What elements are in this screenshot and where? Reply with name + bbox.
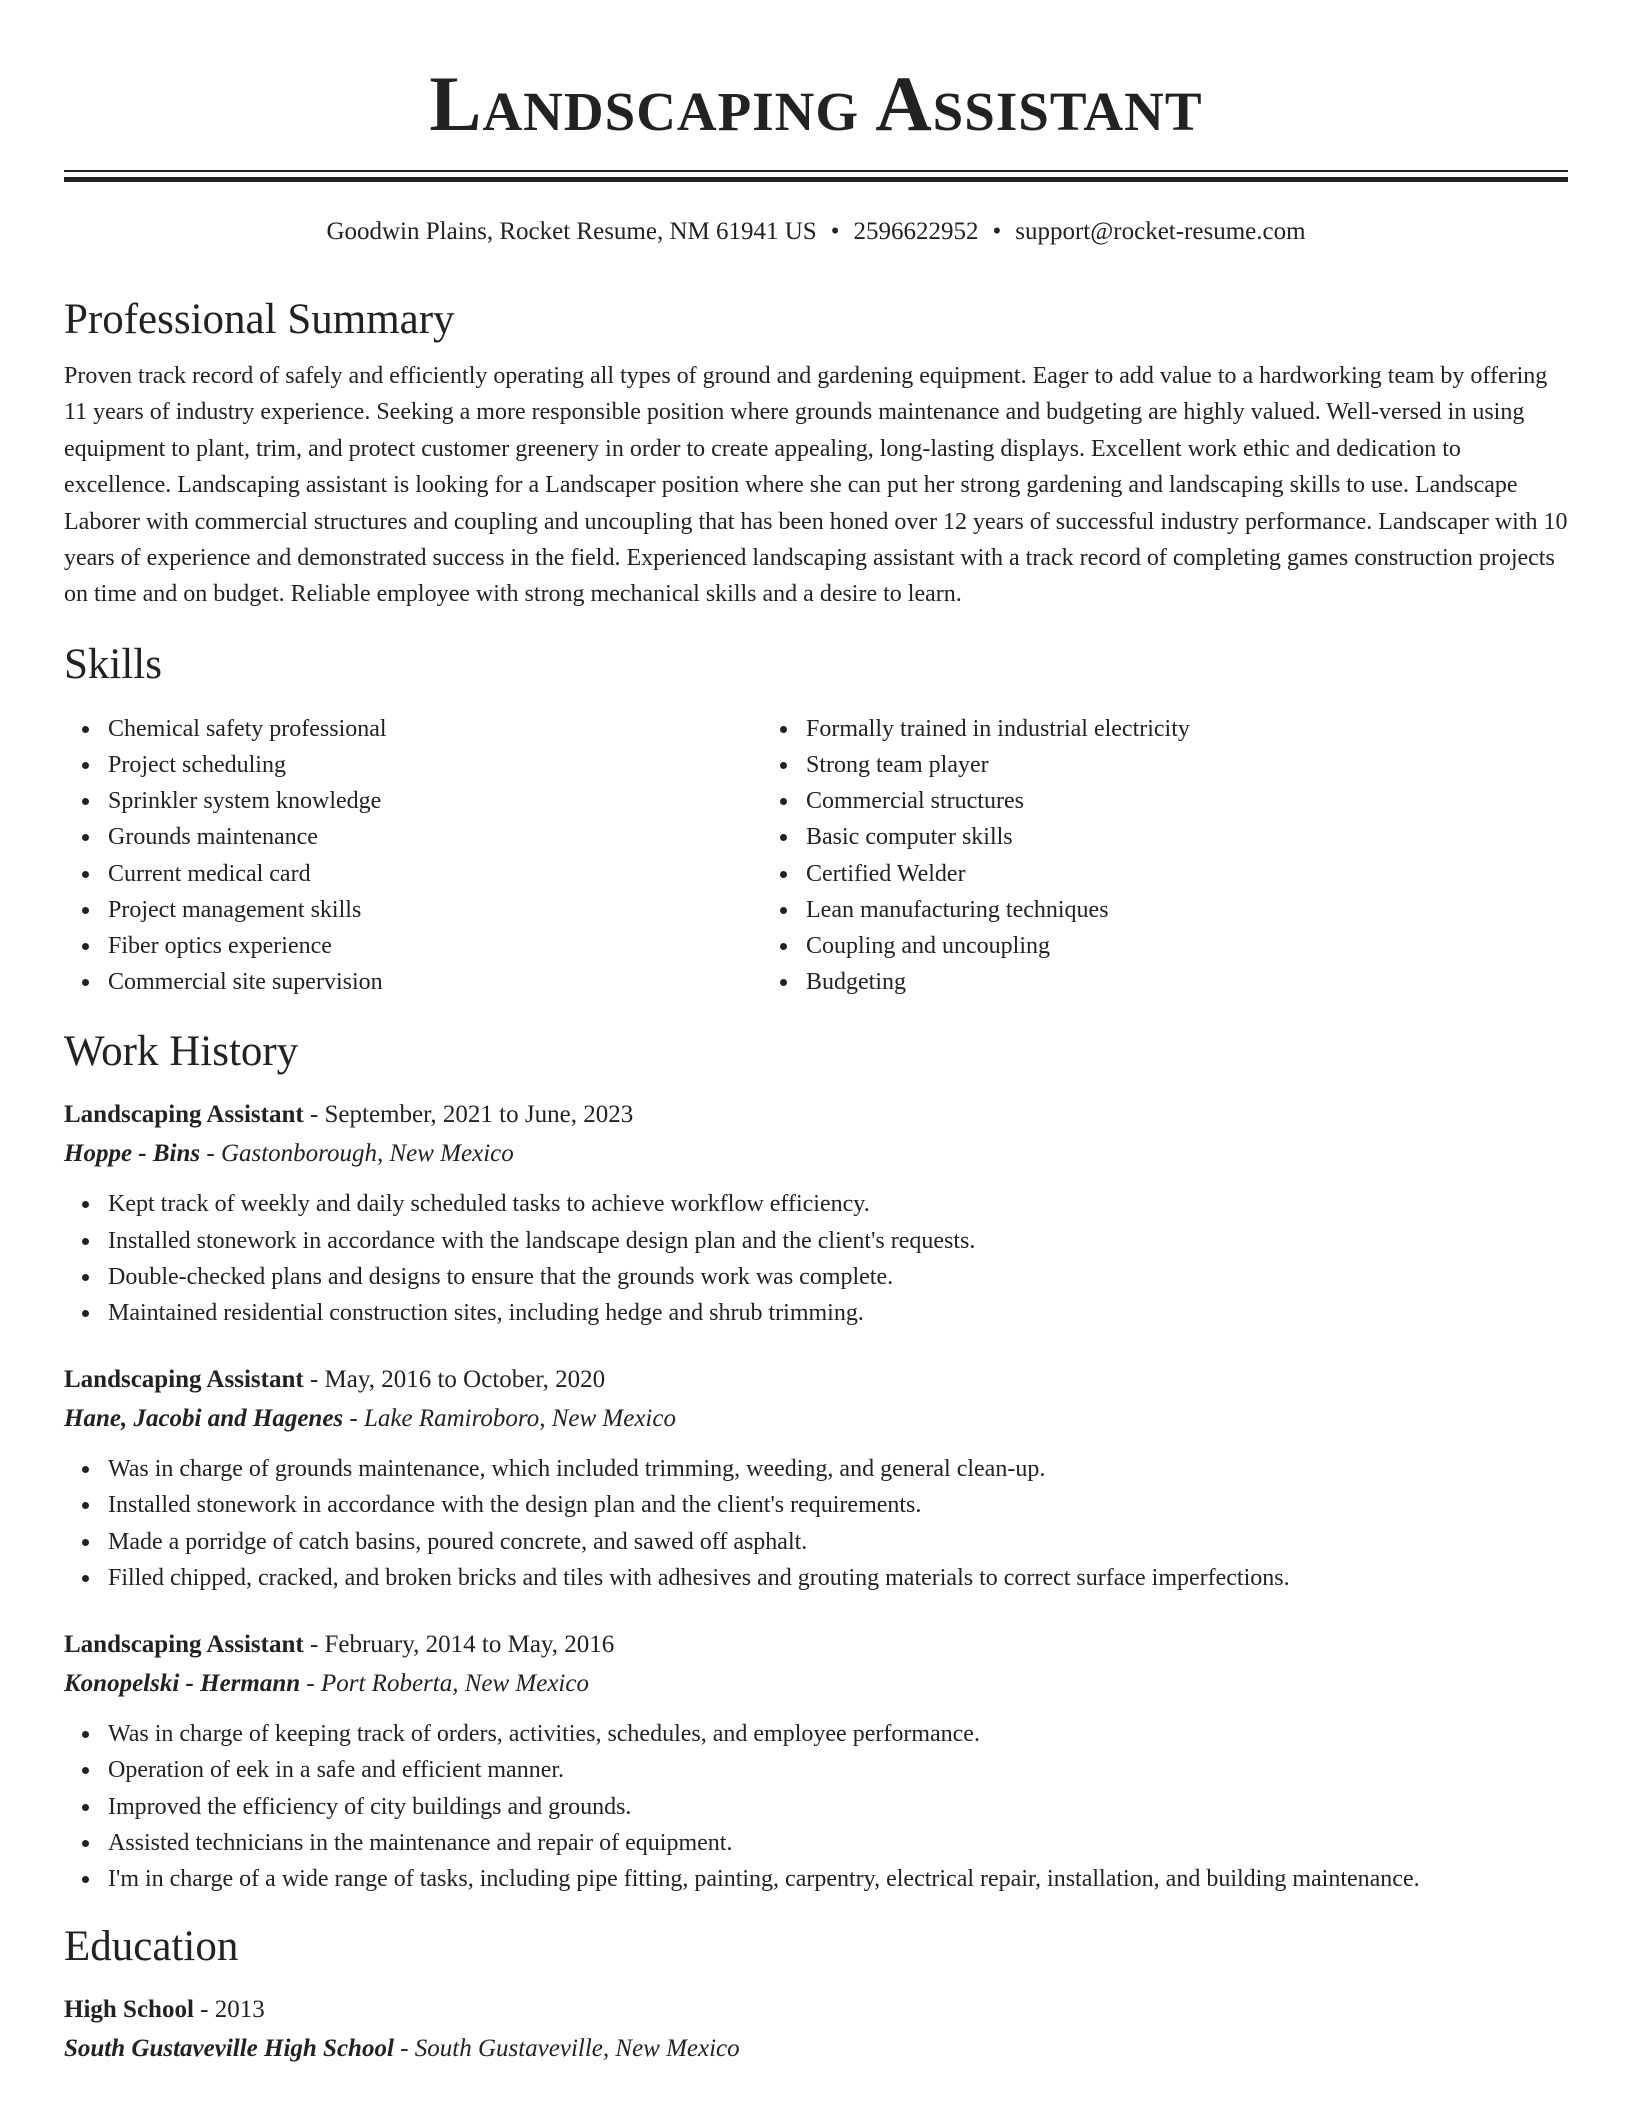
skill-item: Commercial structures bbox=[806, 783, 1568, 819]
job-duty: Kept track of weekly and daily scheduled tasks to achieve workflow efficiency. bbox=[108, 1186, 1568, 1222]
skill-item: Current medical card bbox=[108, 856, 762, 892]
contact-line bbox=[64, 216, 1568, 248]
job-duties bbox=[64, 1186, 1568, 1331]
skill-item: Strong team player bbox=[806, 747, 1568, 783]
job-role: Landscaping Assistant bbox=[64, 1366, 304, 1394]
education-school-line: South Gustaveville High School - South Gustaveville, New Mexico bbox=[64, 2035, 740, 2063]
job-role: Landscaping Assistant bbox=[64, 1101, 304, 1129]
job-company: Konopelski - Hermann bbox=[64, 1670, 301, 1698]
job-company: Hane, Jacobi and Hagenes bbox=[64, 1405, 344, 1433]
job-company-line: Konopelski - Hermann - Port Roberta, New Mexico bbox=[64, 1670, 589, 1698]
job-duty: Filled chipped, cracked, and broken bricks and tiles with adhesives and grouting materials to correct surface imperfections. bbox=[108, 1560, 1568, 1596]
skill-item: Budgeting bbox=[806, 964, 1568, 1000]
contact-email: support@rocket-resume.com bbox=[1015, 218, 1306, 245]
job-duty: Was in charge of grounds maintenance, which included trimming, weeding, and general clean-up. bbox=[108, 1451, 1568, 1487]
resume-name: Landscaping Assistant bbox=[429, 60, 1203, 147]
skill-item: Chemical safety professional bbox=[108, 711, 762, 747]
work-history-heading: Work History bbox=[64, 1028, 299, 1076]
job-duty: Improved the efficiency of city buildings and grounds. bbox=[108, 1789, 1568, 1825]
skills-columns bbox=[64, 711, 1568, 1001]
skill-item: Coupling and uncoupling bbox=[806, 928, 1568, 964]
summary-text: Proven track record of safely and efficiently operating all types of ground and gardening equipment. Eager to add value to a hardworking team by offering 11 years of industry experience. Seeking a more responsible position where grounds maintenance and budgeting are highly valued. Well-versed in using equipment to plant, trim, and protect customer greenery in order to create appealing, long-lasting displays. Excellent work ethic and dedication to excellence. Landscaping assistant is looking for a Landscaper position where she can put her strong gardening and landscaping skills to use. Landscape Laborer with commercial structures and coupling and uncoupling that has been honed over 12 years of successful industry performance. Landscaper with 10 years of experience and demonstrated success in the field. Experienced landscaping assistant with a track record of completing games construction projects on time and on budget. Reliable employee with strong mechanical skills and a desire to learn. bbox=[64, 363, 1568, 608]
job-entry bbox=[64, 1096, 1568, 1331]
contact-address: Goodwin Plains, Rocket Resume, NM 61941 US bbox=[326, 218, 817, 245]
education-location: South Gustaveville, New Mexico bbox=[414, 2035, 740, 2063]
skill-item: Basic computer skills bbox=[806, 819, 1568, 855]
job-location: Lake Ramiroboro, New Mexico bbox=[364, 1405, 676, 1433]
job-entry bbox=[64, 1626, 1568, 1897]
skill-item: Certified Welder bbox=[806, 856, 1568, 892]
skill-item: Lean manufacturing techniques bbox=[806, 892, 1568, 928]
job-duty: Operation of eek in a safe and efficient manner. bbox=[108, 1752, 1568, 1788]
header-rule-thin bbox=[64, 170, 1568, 172]
skills-list-right bbox=[762, 711, 1568, 1001]
job-dates: February, 2014 to May, 2016 bbox=[324, 1631, 615, 1659]
education-heading: Education bbox=[64, 1923, 239, 1971]
skill-item: Grounds maintenance bbox=[108, 819, 762, 855]
job-dates: May, 2016 to October, 2020 bbox=[324, 1366, 606, 1394]
job-duty: Assisted technicians in the maintenance and repair of equipment. bbox=[108, 1825, 1568, 1861]
contact-phone: 2596622952 bbox=[853, 218, 979, 245]
job-entry bbox=[64, 1361, 1568, 1596]
education-degree: High School bbox=[64, 1996, 194, 2024]
skill-item: Project management skills bbox=[108, 892, 762, 928]
education-entry bbox=[64, 1991, 1568, 2069]
contact-separator: • bbox=[830, 218, 840, 245]
summary-heading: Professional Summary bbox=[64, 296, 455, 343]
contact-separator: • bbox=[992, 218, 1002, 245]
education-degree-line: High School - 2013 bbox=[64, 1996, 265, 2024]
job-duty: Installed stonework in accordance with the design plan and the client's requirements. bbox=[108, 1487, 1568, 1523]
job-dates: September, 2021 to June, 2023 bbox=[324, 1101, 634, 1129]
job-duty: Was in charge of keeping track of orders, activities, schedules, and employee performance. bbox=[108, 1716, 1568, 1752]
skill-item: Project scheduling bbox=[108, 747, 762, 783]
skill-item: Sprinkler system knowledge bbox=[108, 783, 762, 819]
resume-page bbox=[64, 0, 1568, 2069]
skill-item: Fiber optics experience bbox=[108, 928, 762, 964]
job-duty: Installed stonework in accordance with the landscape design plan and the client's requests. bbox=[108, 1223, 1568, 1259]
skill-item: Formally trained in industrial electricity bbox=[806, 711, 1568, 747]
job-company: Hoppe - Bins bbox=[64, 1140, 201, 1168]
header-rule-thick bbox=[64, 177, 1568, 182]
job-company-line: Hoppe - Bins - Gastonborough, New Mexico bbox=[64, 1140, 514, 1168]
job-duty: Maintained residential construction sites, including hedge and shrub trimming. bbox=[108, 1295, 1568, 1331]
job-duty: Made a porridge of catch basins, poured concrete, and sawed off asphalt. bbox=[108, 1524, 1568, 1560]
job-company-line: Hane, Jacobi and Hagenes - Lake Ramiroboro, New Mexico bbox=[64, 1405, 676, 1433]
job-duty: I'm in charge of a wide range of tasks, including pipe fitting, painting, carpentry, electrical repair, installation, and building maintenance. bbox=[108, 1861, 1568, 1897]
job-duty: Double-checked plans and designs to ensure that the grounds work was complete. bbox=[108, 1259, 1568, 1295]
job-duties bbox=[64, 1451, 1568, 1596]
skills-heading: Skills bbox=[64, 640, 162, 688]
job-location: Gastonborough, New Mexico bbox=[220, 1140, 514, 1168]
job-role: Landscaping Assistant bbox=[64, 1631, 304, 1659]
skills-list-left bbox=[64, 711, 762, 1001]
job-duties bbox=[64, 1716, 1568, 1897]
skill-item: Commercial site supervision bbox=[108, 964, 762, 1000]
job-title-line: Landscaping Assistant - February, 2014 to May, 2016 bbox=[64, 1631, 615, 1659]
education-school: South Gustaveville High School bbox=[64, 2035, 394, 2063]
job-location: Port Roberta, New Mexico bbox=[320, 1670, 589, 1698]
education-year: 2013 bbox=[214, 1996, 265, 2024]
job-title-line: Landscaping Assistant - September, 2021 to June, 2023 bbox=[64, 1101, 634, 1129]
job-title-line: Landscaping Assistant - May, 2016 to October, 2020 bbox=[64, 1366, 606, 1394]
